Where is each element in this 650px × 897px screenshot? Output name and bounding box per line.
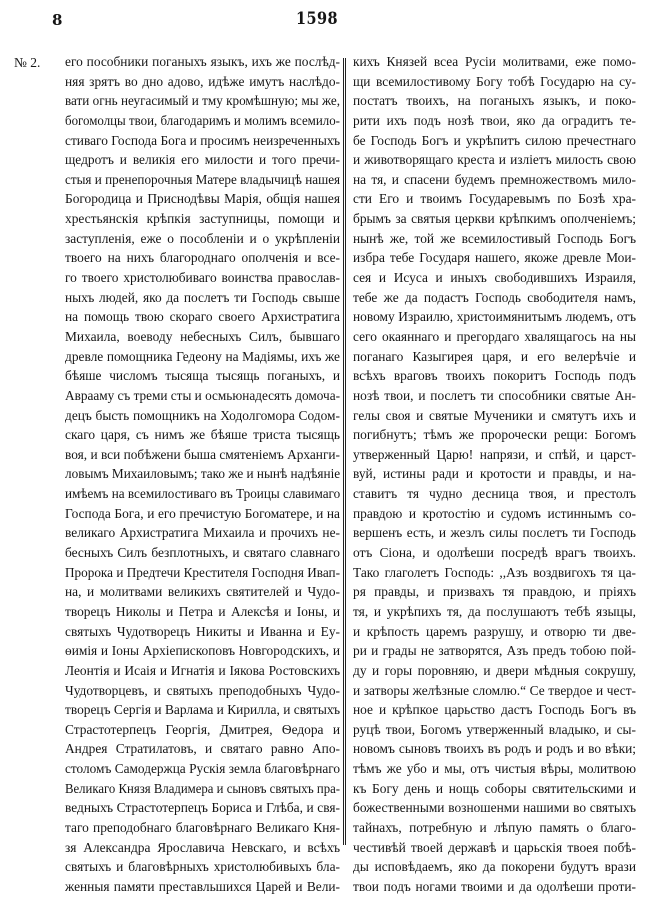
text-line: творецъ Николы и Петра и Алексѣя и Іоны, и [65,603,340,619]
text-line: на тя, и спасени будемъ премножествомъ мило- [353,171,636,187]
text-line: погибнутъ; тѣмъ же пророчески рещи: Богомъ [353,427,636,443]
text-line: столомъ Самодержца Рускія земла благовѣрнаго [65,761,340,777]
text-line: отъ Сіона, и одолѣеши посредѣ врагъ твоихъ. [353,545,636,561]
text-line: и затворы желѣзные сломлю.“ Се твердое и чест- [353,682,636,698]
text-line: го твоего христолюбиваго воинства православ- [65,270,340,286]
text-line: таго преподобнаго благовѣрнаго Великаго Кня- [65,819,340,835]
text-line: ѳимія и Іоны Архіепископовъ Новгородскихъ, и [65,643,340,659]
text-line: Леонтія и Исаія и Игнатія и Іякова Ростовскихъ [65,662,340,678]
text-line: вуй, истины ради и кротости и правды, и на- [353,466,636,482]
text-line: вати огнь неугасимый и тму кромѣшную; мы же, [65,93,340,109]
text-line: нынѣ же, той же всемилостивый Господь Богъ [353,230,636,246]
text-line: Великаго Князя Владимера и сыновъ святыхъ пра- [65,780,340,796]
text-line: ри и грады не затворятся, Азъ предъ тобою пой- [353,643,636,659]
text-line: Тако глаголетъ Господь: ,,Азъ воздвигохъ тя ца- [353,564,636,580]
text-line: тѣмъ же убо и мы, отъ чистыя вѣры, молитвою [353,761,636,777]
text-line: твоего на нихъ благороднаго ополченія и все- [65,250,340,266]
text-line: зя Александра Ярославича Невскаго, и всѣхъ [65,839,340,855]
text-line: всѣхъ враговъ твоихъ покоритъ Господь подъ [353,368,636,384]
text-line: Чудотворцевъ, и святыхъ преподобныхъ Чудо- [65,682,340,698]
text-line: кихъ Князей всеа Русіи молитвами, еже помо- [353,54,636,69]
text-line: рити ихъ подъ нозѣ твои, яко да оградитъ те- [353,112,636,128]
text-line: его пособники поганыхъ языкъ, ихъ же послѣд- [65,54,340,69]
text-line: щедротъ и великія его милости и того пречи- [65,152,340,168]
text-line: и крѣпость царемъ разрушу, и отворю ти две- [353,623,636,639]
year-heading: 1598 [296,9,338,29]
text-line: Господа Бога, и его пречистую Богоматере, и на [65,505,340,521]
text-line: ныхъ людей, яко да послетъ ти Господь свыше [65,289,340,305]
text-line: Михаила, воеводу небесныхъ Силъ, бывшаго [65,328,340,344]
text-line: утверженный Царю! напрязи, и спѣй, и царст- [353,446,636,462]
text-line: новомъ сыновъ твоихъ въ родъ и родъ и во вѣки; [353,741,636,757]
text-line: сего окаяннаго и прегордаго хвалящагось на ны [353,328,636,344]
text-line: великаго Архистратига Михаила и прочихъ не- [65,525,340,541]
text-line: хрестьянскія крѣпкія заступницы, помощи и [65,211,340,227]
text-line: воя, и вси побѣжени быша смятеніемъ Арханги- [65,446,340,462]
text-line: святыхъ Чудотворецъ Никиты и Иванна и Еу- [65,623,340,639]
text-line: имѣемъ на всемилостиваго въ Троицы славимаго [65,486,341,502]
text-line: правдою и кротостію и судомъ истиннымъ со- [353,505,636,521]
text-line: ду и горы поровняю, и двери мѣдныя сокрушу, [353,662,636,678]
text-line: Пророка и Предтечи Крестителя Господня Ивап- [65,564,340,580]
text-line: стиваго Господа Бога и просимъ неизреченныхъ [65,132,340,148]
text-line: руцѣ твои, Богомъ утверженный владыко, и сы- [353,721,636,737]
text-line: ставитъ тя чудно десница твоя, и престолъ [353,486,636,502]
text-line: тебе же да подастъ Господь свободителя намъ, [353,289,636,305]
text-line: бесныхъ Силъ безплотныхъ, и святаго славнаго [65,545,340,561]
text-line: творецъ Сергія и Варлама и Кирилла, и святыхъ [65,702,340,718]
text-line: тайнахъ, потребную и лѣпую память о благо- [353,819,636,835]
text-line: твои подъ ногами твоими и да одолѣеши проти- [353,878,636,894]
text-line: богомолцы твои, благодаримъ и молимъ всемило- [65,112,340,128]
left-text-column [65,52,340,897]
text-line: честивѣй твоей державѣ и царьскія твоея побѣ- [353,839,636,855]
text-line: древле помощника Гедеону на Мадіямы, ихъ же [65,348,340,364]
text-line: ловымъ Михаиловымъ; тако же и нынѣ надѣяніе [65,466,341,482]
text-line: брымъ за святыя церкви крѣпкимъ ополченіемъ; [353,211,636,227]
text-line: децъ бысть помощникъ на Ходолгомора Содом- [65,407,340,423]
text-line: Андрея Стратилатовъ, и святаго равно Апо- [65,741,340,757]
text-line: божественными возношенми нашими во святыхъ [353,800,636,816]
text-line: стыя и пренепорочныя Матере владычицѣ нашея [65,171,341,187]
page-header [0,0,650,40]
text-line: ведныхъ Страстотерпецъ Бориса и Глѣба, и свя- [65,800,340,816]
text-line: бѣяше числомъ тысяща тысящь поганыхъ, и [65,368,340,384]
column-number: 8 [52,11,63,29]
text-line: заступленія, еже о пособленіи и о укрѣпленіи [65,230,340,246]
text-line: нозѣ твои, и послетъ ти способники святые Ан- [353,387,636,403]
text-line: постатъ твоихъ, на поганыхъ языкъ, и поко- [353,93,636,109]
text-line: избра тебе Государя нашего, якоже древле Мои- [353,250,636,266]
text-line: и животворящаго креста и излiетъ милость свою [353,152,636,168]
text-line: на, и молитвами великихъ святителей и Чудо- [65,584,340,600]
text-line: на помощь твою скораго своего Архистратига [65,309,340,325]
text-line: скаго царя, съ нимъ же бѣяше триста тысящь [65,427,340,443]
right-text-column [353,52,636,897]
text-line: ря правды, и призвахъ тя правдою, и пріяхъ [353,584,636,600]
text-line: тя, и укрѣпихъ тя, да послушаютъ тебѣ языцы, [353,603,636,619]
text-line: гелы своя и святые Мученики и смятутъ ихъ и [353,407,636,423]
text-line: святыхъ и благовѣрныхъ христолюбивыхъ бла- [65,859,340,875]
text-line: Богородица и Приснодѣвы Марія, общія нашея [65,191,340,207]
text-line: щи всемилостивому Богу тобѣ Государю на су- [353,73,636,89]
text-line: Страстотерпецъ Георгія, Дмитрея, Ѳедора и [65,721,340,737]
document-number-label: № 2. [14,55,41,70]
text-line: женныя памяти преставльшихся Царей и Вели- [65,878,340,894]
text-line: новому Израилю, христоимянитымъ людемъ, отъ [353,309,636,325]
text-line: няя зрятъ во дно адово, идѣже имутъ наслѣдо- [65,73,340,89]
text-line: поганаго Казыгирея царя, и его велерѣчіе и [353,348,636,364]
text-line: Авраамy съ треми сты и осмьюнадесять домоча- [65,387,340,403]
text-line: ды исповѣдаемъ, яко да покорени будутъ врази [353,859,636,875]
text-line: сти Его и твоимъ Государевымъ по Бозѣ хра- [353,191,636,207]
text-line: ное и крѣпкое царьство дастъ Господь Богъ въ [353,702,636,718]
text-line: сея и Исуса и иныхъ свободившихъ Израиля, [353,270,636,286]
text-line: бе Господь Богъ и укрѣпитъ силою пречестнаго [353,132,636,148]
text-line: къ Богу день и нощь соборы святительскими и [353,780,636,796]
text-line: вершенъ есть, и жезлъ силы послетъ ти Господь [353,525,636,541]
column-divider [343,58,346,845]
